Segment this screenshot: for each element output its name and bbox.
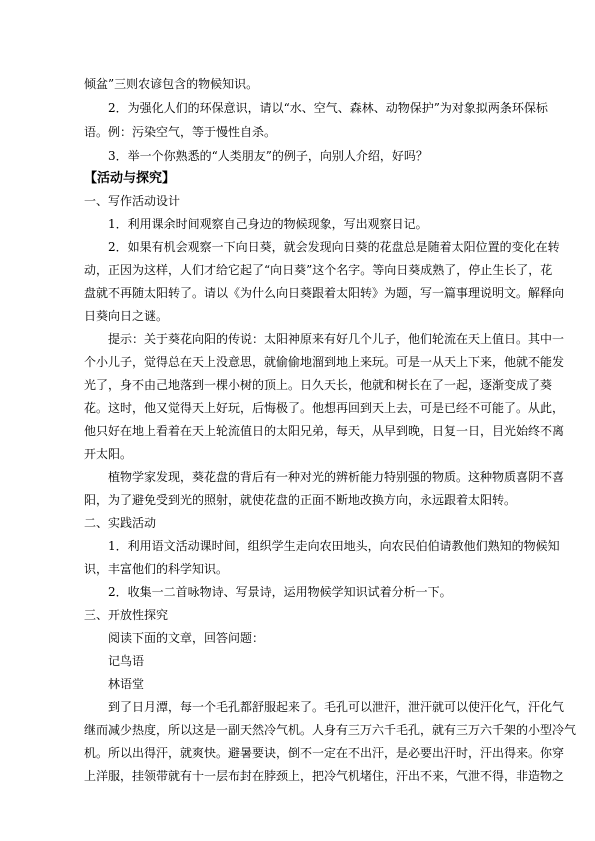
text-line: 2．如果有机会观察一下向日葵，就会发现向日葵的花盘总是随着太阳位置的变化在转 — [108, 240, 560, 254]
text-line: 上洋服，挂领带就有十一层布封在脖颈上，把冷气机堵住，汗出不来，气泄不得，非造物之 — [84, 769, 565, 783]
section-heading: 【活动与探究】 — [84, 171, 176, 186]
text-line: 2．为强化人们的环保意识，请以“水、空气、森林、动物保护”为对象拟两条环保标 — [108, 101, 548, 115]
text-line: 个小儿子，觉得总在天上没意思，就偷偷地溜到地上来玩。可是一从天上下来，他就不能发 — [84, 355, 565, 369]
text-line: 光了，身不由己地落到一棵小树的顶上。日久天长，他就和树长在了一起，逐渐变成了葵 — [84, 378, 553, 392]
text-line: 他只好在地上看着在天上轮流值日的太阳兄弟，每天，从早到晚，日复一日，目光始终不离 — [84, 424, 565, 438]
text-line: 语。例：污染空气，等于慢性自杀。 — [84, 125, 277, 139]
text-line: 花。这时，他又觉得天上好玩，后悔极了。他想再回到天上去，可是已经不可能了。从此， — [84, 401, 565, 415]
subsection-title: 一、写作活动设计 — [84, 194, 181, 208]
text-line: 1．利用语文活动课时间，组织学生走向农田地头，向农民伯伯请教他们熟知的物候知 — [108, 539, 560, 553]
text-line: 植物学家发现，葵花盘的背后有一种对光的辨析能力特别强的物质。这种物质喜阴不喜 — [108, 470, 565, 484]
text-line: 到了日月潭，每一个毛孔都舒服起来了。毛孔可以泄汗，泄汗就可以使汗化气，汗化气 — [108, 700, 565, 714]
text-line: 继而减少热度，所以这是一副天然冷气机。人身有三万六千毛孔，就有三万六千架的小型冷气 — [84, 723, 577, 737]
text-line: 盘就不再随太阳转了。请以《为什么向日葵跟着太阳转》为题，写一篇事理说明文。解释向 — [84, 286, 565, 300]
text-line: 倾盆”三则农谚包含的物候知识。 — [84, 77, 259, 91]
text-line: 2．收集一二首咏物诗、写景诗，运用物候学知识试着分析一下。 — [108, 585, 452, 599]
text-line: 3．举一个你熟悉的“人类朋友”的例子，向别人介绍，好吗？ — [108, 149, 428, 163]
subsection-title: 二、实践活动 — [84, 516, 157, 530]
text-line: 日葵向日之谜。 — [84, 309, 169, 323]
subsection-title: 三、开放性探究 — [84, 608, 169, 622]
article-author: 林语堂 — [108, 677, 145, 691]
text-line: 提示：关于葵花向阳的传说：太阳神原来有好几个儿子，他们轮流在天上值日。其中一 — [108, 332, 565, 346]
article-title: 记鸟语 — [108, 654, 145, 668]
text-line: 阅读下面的文章，回答问题： — [108, 631, 265, 645]
text-line: 识，丰富他们的科学知识。 — [84, 562, 229, 576]
text-line: 开太阳。 — [84, 447, 133, 461]
text-line: 动，正因为这样，人们才给它起了“向日葵”这个名字。等向日葵成熟了，停止生长了，花 — [84, 263, 553, 277]
text-line: 机。所以出得汗，就爽快。避暑要诀，倒不一定在不出汗，是必要出汗时，汗出得来。你穿 — [84, 746, 565, 760]
text-line: 1．利用课余时间观察自己身边的物候现象，写出观察日记。 — [108, 217, 428, 231]
text-line: 阳，为了避免受到光的照射，就使花盘的正面不断地改换方向，永远跟着太阳转。 — [84, 493, 517, 507]
